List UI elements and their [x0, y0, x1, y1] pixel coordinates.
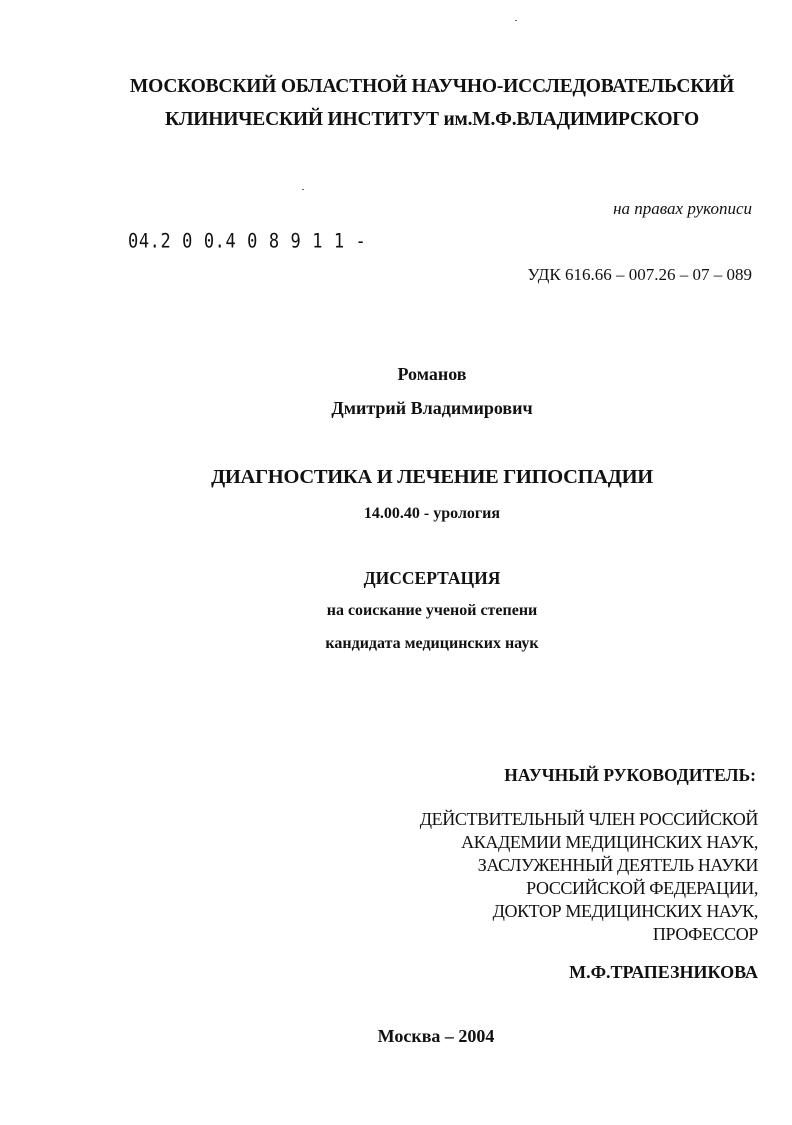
supervisor-name: М.Ф.ТРАПЕЗНИКОВА — [569, 962, 758, 982]
degree-line-1: на соискание ученой степени — [326, 602, 538, 619]
supervisor-heading: НАУЧНЫЙ РУКОВОДИТЕЛЬ: — [504, 765, 756, 785]
scan-speck — [515, 20, 517, 21]
udk-code: УДК 616.66 – 007.26 – 07 – 089 — [527, 265, 752, 284]
supervisor-titles — [420, 808, 758, 946]
author-given-names: Дмитрий Владимирович — [331, 398, 533, 418]
supervisor-title-line: ДЕЙСТВИТЕЛЬНЫЙ ЧЛЕН РОССИЙСКОЙ — [419, 809, 758, 829]
dissertation-title: ДИАГНОСТИКА И ЛЕЧЕНИЕ ГИПОСПАДИИ — [211, 466, 653, 488]
supervisor-title-line: ЗАСЛУЖЕННЫЙ ДЕЯТЕЛЬ НАУКИ — [477, 855, 758, 875]
supervisor-title-line: ПРОФЕССОР — [652, 924, 758, 944]
rights-note: на правах рукописи — [613, 199, 752, 218]
specialty: 14.00.40 - урология — [363, 505, 501, 522]
institution-line-2: КЛИНИЧЕСКИЙ ИНСТИТУТ им.М.Ф.ВЛАДИМИРСКОГО — [165, 109, 699, 130]
city-year: Москва – 2004 — [377, 1026, 495, 1046]
institution-line-1: МОСКОВСКИЙ ОБЛАСТНОЙ НАУЧНО-ИССЛЕДОВАТЕЛЬСКИЙ — [129, 76, 735, 97]
work-type: ДИССЕРТАЦИЯ — [363, 568, 501, 588]
scan-speck — [302, 189, 304, 190]
degree-line-2: кандидата медицинских наук — [325, 635, 539, 652]
supervisor-title-line: РОССИЙСКОЙ ФЕДЕРАЦИИ, — [526, 878, 758, 898]
supervisor-title-line: АКАДЕМИИ МЕДИЦИНСКИХ НАУК, — [461, 832, 758, 852]
author-surname: Романов — [397, 364, 467, 384]
supervisor-title-line: ДОКТОР МЕДИЦИНСКИХ НАУК, — [492, 901, 758, 921]
registration-stamp: 04.2 0 0.4 0 8 9 1 1 - — [128, 230, 367, 253]
